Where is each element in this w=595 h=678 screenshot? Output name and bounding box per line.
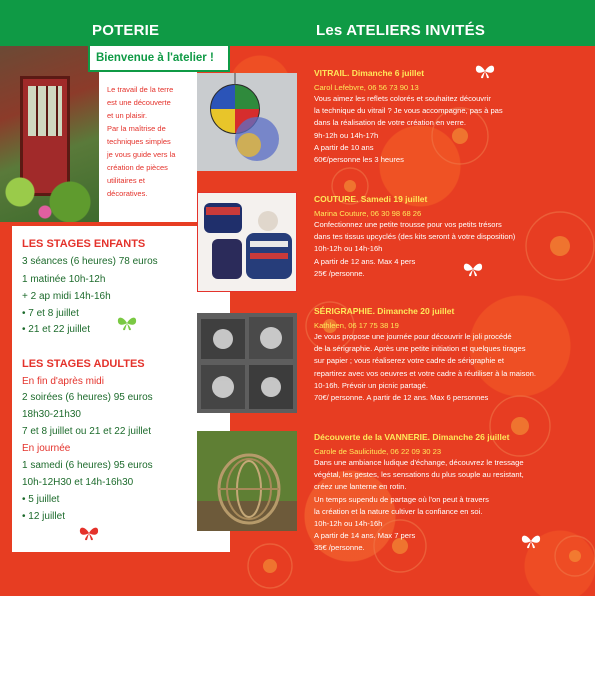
welcome-box: [88, 44, 230, 72]
atelier-line: Confectionnez une petite trousse pour vos petits trésors: [314, 220, 502, 229]
intro-text: [107, 83, 199, 200]
atelier-title: VITRAIL. Dimanche 6 juillet: [314, 68, 425, 78]
stages-adultes-subtitle-day: En journée: [22, 443, 71, 454]
stages-adultes-line: 2 soirées (6 heures) 95 euros: [22, 392, 153, 403]
atelier-line: A partir de 10 ans: [314, 142, 374, 152]
intro-line: Par la maîtrise de: [107, 124, 166, 133]
intro-line: et un plaisir.: [107, 111, 148, 120]
stages-enfants-line: • 7 et 8 juillet: [22, 308, 79, 319]
atelier-title: Découverte de la VANNERIE. Dimanche 26 juillet: [314, 432, 510, 442]
atelier-line: 60€/personne les 3 heures: [314, 155, 404, 165]
atelier-line: sur papier ; vous réaliserez votre cadre de sérigraphie et: [314, 356, 504, 366]
atelier-contact: Marina Couture, 06 30 98 68 26: [314, 209, 422, 218]
atelier-line: 35€ /personne.: [314, 543, 365, 553]
atelier-vannerie: [314, 431, 589, 555]
atelier-line: de la sérigraphie. Après une petite initiation et quelques tirages: [314, 344, 526, 354]
atelier-contact: Carol Lefebvre, 06 56 73 90 13: [314, 83, 419, 92]
intro-line: Le travail de la terre: [107, 85, 174, 94]
atelier-line: 10h-12h ou 14h-16h: [314, 244, 383, 254]
stages-enfants-line: 1 matinée 10h-12h: [22, 274, 106, 285]
stages-adultes-subtitle-evening: En fin d'après midi: [22, 376, 104, 387]
ateliers-title: Les ATELIERS INVITÉS: [316, 22, 486, 39]
atelier-line: la technique du vitrail ? Je vous accompagne, pas à pas: [314, 106, 503, 116]
intro-box: [99, 72, 197, 222]
atelier-line: végétal, les gestes, les sensations du plus souple au resistant,: [314, 470, 524, 480]
atelier-line: 10h-12h ou 14h-16h: [314, 519, 383, 529]
atelier-line: 70€/ personne. A partir de 12 ans. Max 6 personnes: [314, 393, 489, 403]
atelier-line: dans la réalisation de votre création en verre.: [314, 118, 466, 128]
stages-adultes-line: • 12 juillet: [22, 511, 65, 522]
atelier-line: créez une lanterne en rotin.: [314, 482, 407, 492]
butterfly-icon-white: [474, 62, 496, 80]
intro-line: utilitaires et: [107, 176, 145, 185]
stages-enfants-title: LES STAGES ENFANTS: [22, 238, 146, 250]
atelier-line: Dans une ambiance ludique d'échange, découvrez le tressage: [314, 458, 524, 467]
header-bar: [0, 0, 595, 46]
vannerie-photo: [197, 431, 297, 531]
atelier-line: repartirez avec vos oeuvres et votre cadre à réutiliser à la maison.: [314, 368, 537, 378]
atelier-contact: Carole de Saulicitude, 06 22 09 30 23: [314, 447, 442, 456]
stages-adultes-line: 18h30-21h30: [22, 409, 81, 420]
poterie-title: POTERIE: [92, 22, 160, 39]
atelier-line: Je vous propose une journée pour découvrir le joli procédé: [314, 332, 512, 341]
stages-enfants-line: 3 séances (6 heures) 78 euros: [22, 256, 158, 267]
stages-enfants-line: • 21 et 22 juillet: [22, 324, 90, 335]
couture-photo: [197, 192, 297, 292]
atelier-line: Vous aimez les reflets colorés et souhaitez découvrir: [314, 94, 491, 103]
atelier-title: SÉRIGRAPHIE. Dimanche 20 juillet: [314, 306, 455, 316]
atelier-line: dans tes tissus upcyclés (des kits seront à votre disposition): [314, 232, 516, 242]
butterfly-icon-white: [520, 532, 542, 550]
atelier-serigraphie: [314, 305, 589, 404]
stages-adultes-line: • 5 juillet: [22, 494, 60, 505]
butterfly-icon-white: [462, 260, 484, 278]
stages-adultes-line: 10h-12H30 et 14h-16h30: [22, 477, 134, 488]
atelier-line: Un temps supendu de partage où l'on peut à travers: [314, 494, 489, 504]
atelier-line: 25€ /personne.: [314, 268, 365, 278]
atelier-line: A partir de 12 ans. Max 4 pers: [314, 256, 416, 266]
atelier-line: 9h-12h ou 14h-17h: [314, 130, 379, 140]
stages-enfants-line: + 2 ap midi 14h-16h: [22, 291, 111, 302]
vitrail-photo: [197, 73, 297, 171]
atelier-line: 10-16h. Prévoir un picnic partagé.: [314, 380, 428, 390]
butterfly-icon-red: [78, 524, 100, 542]
stages-adultes-line: 1 samedi (6 heures) 95 euros: [22, 460, 153, 471]
intro-line: je vous guide vers la: [107, 150, 176, 159]
butterfly-icon-green: [116, 314, 138, 332]
welcome-text: Bienvenue à l'atelier !: [96, 52, 214, 64]
atelier-title: COUTURE. Samedi 19 juillet: [314, 194, 428, 204]
intro-line: techniques simples: [107, 137, 171, 146]
intro-line: décoratives.: [107, 189, 148, 198]
atelier-couture: [314, 193, 589, 280]
atelier-vitrail: [314, 67, 589, 166]
atelier-house-photo: [0, 46, 99, 222]
atelier-line: la création et la nature cultiver la confiance en soi.: [314, 506, 483, 516]
stages-adultes-line: 7 et 8 juillet ou 21 et 22 juillet: [22, 426, 151, 437]
atelier-line: A partir de 14 ans. Max 7 pers: [314, 531, 416, 541]
stages-adultes-title: LES STAGES ADULTES: [22, 358, 145, 370]
atelier-contact: Kathleen, 06 17 75 38 19: [314, 321, 399, 330]
serigraphie-photo: [197, 313, 297, 413]
intro-line: création de pièces: [107, 163, 168, 172]
intro-line: est une découverte: [107, 98, 171, 107]
